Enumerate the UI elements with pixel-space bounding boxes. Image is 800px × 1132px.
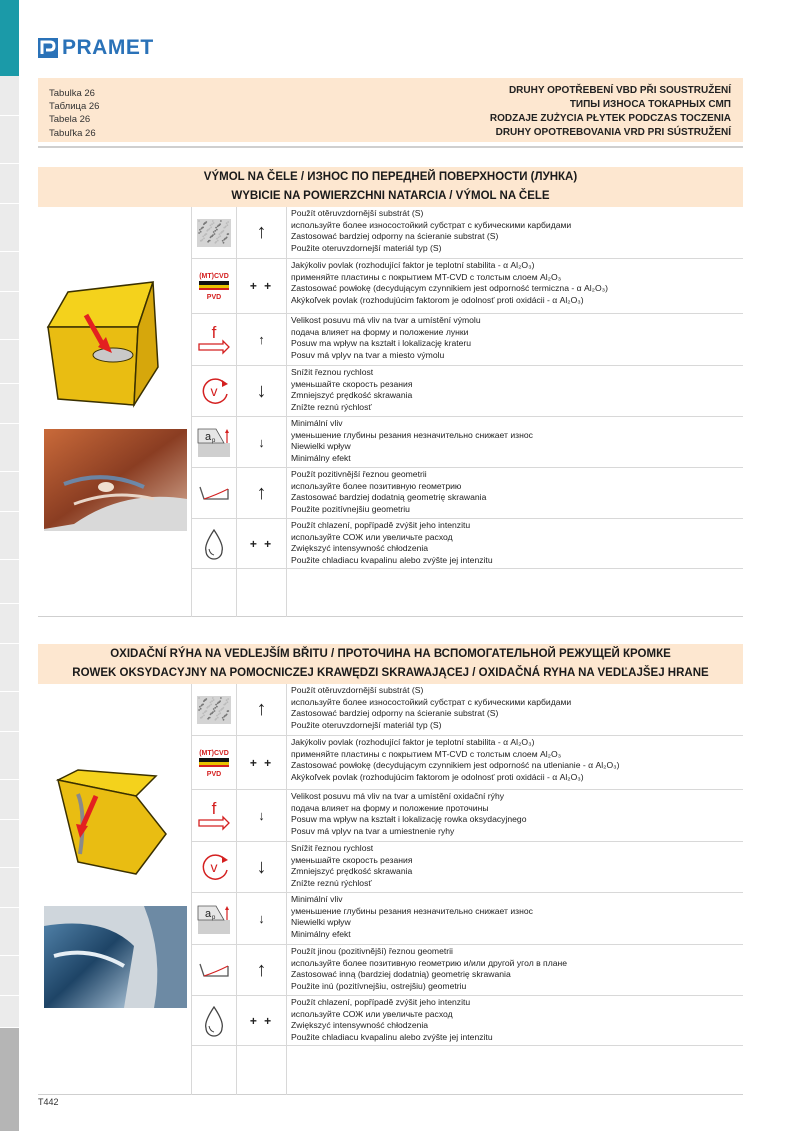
recommendation-line: Snížit řeznou rychlost (291, 367, 374, 377)
recommendation-row (192, 519, 743, 569)
recommendation-row (192, 893, 743, 945)
table-title-ru: ТИПЫ ИЗНОСА ТОКАРНЫХ СМП (569, 99, 731, 110)
recommendation-row (192, 207, 743, 259)
cutting-speed-v-icon (192, 842, 236, 892)
side-tab (0, 644, 19, 692)
recommendation-line: Použít pozitivnější řeznou geometrii (291, 469, 427, 479)
side-tab (0, 560, 19, 604)
recommendation-line: Posuw ma wpływ na kształt i lokalizację rowka oksydacyjnego (291, 814, 527, 824)
svg-text:PVD: PVD (206, 770, 222, 778)
svg-text:p: p (212, 914, 216, 921)
recommendation-text (291, 418, 741, 464)
feed-f-icon (192, 314, 236, 365)
recommendation-row (192, 945, 743, 996)
insert-crater-illustration (38, 207, 191, 422)
recommendation-line: уменьшайте скорость резания (291, 378, 413, 389)
recommendation-line: Použite pozitívnejšiu geometriu (291, 503, 410, 514)
substrate-grain-icon (192, 207, 236, 258)
recommendation-line: Niewielki wpływ (291, 917, 351, 927)
table-label-ru: Таблица 26 (49, 101, 100, 113)
recommendation-line: Použite inú (pozitívnejšiu, ostrejšiu) geometriu (291, 980, 467, 991)
side-tab (0, 604, 19, 644)
side-tab-strip (0, 0, 19, 1132)
table-label-pl: Tabela 26 (49, 114, 91, 126)
section-title-line-1: VÝMOL NA ČELE / ИЗНОС ПО ПЕРЕДНЕЙ ПОВЕРХНОСТИ (ЛУНКА) (203, 171, 578, 183)
recommendation-line: используйте более износостойкий субстрат с кубическими карбидами (291, 219, 572, 230)
recommendation-line: Zmniejszyć prędkość skrawania (291, 866, 413, 876)
table-titles (490, 84, 731, 140)
recommendation-rows (191, 684, 743, 1095)
substrate-grain-icon (192, 684, 236, 735)
trend-symbol: + + (236, 736, 287, 789)
recommendation-text (291, 791, 741, 837)
side-tab (0, 908, 19, 956)
recommendation-line: Zwiększyć intensywność chłodzenia (291, 1020, 429, 1030)
recommendation-line: Minimálny efekt (291, 452, 351, 463)
trend-symbol: ↓ (236, 842, 287, 892)
side-tab (0, 164, 19, 204)
coolant-drop-icon (192, 996, 236, 1045)
recommendation-text (291, 469, 741, 515)
cutting-speed-v-icon (192, 366, 236, 416)
recommendation-line: подача влияет на форму и положение лунки (291, 326, 469, 337)
side-tab (0, 76, 19, 116)
svg-text:a: a (205, 431, 212, 443)
svg-text:(MT)CVD: (MT)CVD (199, 749, 229, 757)
recommendation-line: Zastosować bardziej dodatnią geometrię skrawania (291, 492, 487, 502)
svg-text:a: a (205, 907, 212, 920)
svg-text:f: f (211, 322, 217, 342)
table-number-labels (49, 87, 99, 140)
recommendation-line: Minimální vliv (291, 418, 343, 428)
svg-text:v: v (210, 859, 218, 875)
table-title-cz: DRUHY OPOTŘEBENÍ VBD PŘI SOUSTRUŽENÍ (508, 85, 731, 96)
recommendation-line: Použít chlazení, popřípadě zvýšit jeho intenzitu (291, 520, 471, 530)
side-tab (0, 384, 19, 424)
side-tab (0, 204, 19, 252)
recommendation-line: Zwiększyć intensywność chłodzenia (291, 543, 429, 553)
recommendation-line: Jakýkoliv povlak (rozhodující faktor je teplotní stabilita - α Al₂O₃) (291, 260, 535, 270)
recommendation-line: подача влияет на форму и положение проточины (291, 802, 489, 813)
side-tab (0, 252, 19, 292)
trend-symbol: ↓ (236, 893, 287, 944)
recommendation-line: Použít jinou (pozitivnější) řeznou geometrii (291, 946, 453, 956)
recommendation-line: Zmniejszyć prędkość skrawania (291, 390, 413, 400)
groove-wear-photo (44, 906, 187, 1008)
svg-text:f: f (211, 798, 217, 818)
insert-groove-illustration (38, 684, 191, 899)
positive-geometry-icon (192, 945, 236, 995)
empty-row (192, 569, 743, 617)
empty-row (192, 1046, 743, 1095)
section-body (38, 207, 743, 617)
side-tab (0, 996, 19, 1028)
recommendation-line: Použite chladiacu kvapalinu alebo zvýšte jej intenzitu (291, 554, 493, 565)
trend-symbol: ↑ (236, 314, 287, 365)
recommendation-text (291, 737, 741, 783)
table-label-cz: Tabulka 26 (49, 88, 95, 99)
table-label-sk: Tabuľka 26 (49, 127, 96, 139)
recommendation-row (192, 314, 743, 366)
recommendation-row (192, 684, 743, 736)
recommendation-line: Velikost posuvu má vliv na tvar a umístění výmolu (291, 315, 481, 325)
recommendation-line: Použít otěruvzdornější substrát (S) (291, 685, 424, 695)
recommendation-line: используйте более позитивную геометрию и/или другой угол в плане (291, 957, 568, 968)
header-divider (38, 146, 743, 148)
section-title-line-2: WYBICIE NA POWIERZCHNI NATARCIA / VÝMOL NA ČELE (231, 190, 550, 202)
recommendation-text (291, 367, 741, 413)
recommendation-text (291, 315, 741, 361)
recommendation-line: Posuw ma wpływ na kształt i lokalizację krateru (291, 338, 472, 348)
crater-wear-photo (44, 429, 187, 531)
recommendation-line: Použite chladiacu kvapalinu alebo zvýšte jej intenzitu (291, 1031, 493, 1042)
trend-symbol: ↓ (236, 366, 287, 416)
feed-f-icon (192, 790, 236, 841)
recommendation-line: Použite oteruvzdornejší materiál typ (S) (291, 242, 442, 253)
recommendation-line: Zastosować powłokę (decydującym czynnikiem jest odporność termiczna - α Al₂O₃) (291, 283, 608, 293)
recommendation-line: Minimální vliv (291, 894, 343, 904)
table-title-pl: RODZAJE ZUŻYCIA PŁYTEK PODCZAS TOCZENIA (489, 113, 731, 124)
recommendation-line: используйте более износостойкий субстрат с кубическими карбидами (291, 696, 572, 707)
recommendation-line: Zastosować bardziej odporny na ścieranie substrat (S) (291, 708, 499, 718)
coolant-drop-icon (192, 519, 236, 568)
side-tab (0, 340, 19, 384)
recommendation-row (192, 996, 743, 1046)
trend-symbol: ↓ (236, 417, 287, 467)
recommendation-row (192, 366, 743, 417)
recommendation-text (291, 946, 741, 992)
recommendation-line: Zastosować powłokę (decydującym czynnikiem jest odporność na utlenianie - α Al₂O₃) (291, 760, 620, 770)
side-tab (0, 692, 19, 732)
empty-symbol-cell (236, 569, 287, 617)
trend-symbol: + + (236, 259, 287, 313)
side-tab (0, 292, 19, 340)
trend-symbol: ↑ (236, 468, 287, 518)
pramet-logo-mark-icon (38, 38, 58, 58)
side-tab (0, 732, 19, 780)
recommendation-line: Niewielki wpływ (291, 441, 351, 451)
trend-symbol: ↑ (236, 207, 287, 258)
page-number: T442 (38, 1097, 59, 1107)
empty-symbol-cell (236, 1046, 287, 1095)
recommendation-line: применяйте пластины с покрытием MT-CVD с толстым слоем Al₂O₃ (291, 271, 562, 282)
brand-name: PRAMET (62, 36, 154, 59)
recommendation-line: Minimálny efekt (291, 928, 351, 939)
recommendation-line: используйте более позитивную геометрию (291, 480, 462, 491)
recommendation-line: Použite oteruvzdornejší materiál typ (S) (291, 719, 442, 730)
positive-geometry-icon (192, 468, 236, 518)
side-tab (0, 868, 19, 908)
trend-symbol: + + (236, 519, 287, 568)
side-tab (0, 512, 19, 560)
recommendation-line: Velikost posuvu má vliv na tvar a umístění oxidační rýhy (291, 791, 505, 801)
svg-text:p: p (212, 438, 216, 444)
side-tab (0, 424, 19, 472)
recommendation-row (192, 259, 743, 314)
pramet-logo (38, 36, 154, 60)
recommendation-row (192, 790, 743, 842)
recommendation-line: Posuv má vplyv na tvar a miesto výmolu (291, 349, 445, 360)
trend-symbol: ↓ (236, 790, 287, 841)
recommendation-row (192, 736, 743, 790)
recommendation-line: Zastosować bardziej odporny na ścieranie substrat (S) (291, 231, 499, 241)
recommendation-line: Akýkoľvek povlak (rozhodujúcim faktorom je odolnosť proti oxidácii - α Al₂O₃) (291, 294, 584, 305)
recommendation-line: применяйте пластины с покрытием MT-CVD с толстым слоем Al₂O₃ (291, 748, 562, 759)
side-tab (0, 1028, 19, 1132)
table-header (38, 78, 743, 142)
table-title-sk: DRUHY OPOTREBOVANIA VRD PRI SÚSTRUŽENÍ (495, 127, 731, 138)
section-title (38, 167, 743, 207)
trend-symbol: + + (236, 996, 287, 1045)
side-tab (0, 780, 19, 820)
recommendation-text (291, 843, 741, 889)
recommendation-text (291, 997, 741, 1043)
recommendation-line: Zastosować inną (bardziej dodatnią) geometrię skrawania (291, 969, 511, 979)
recommendation-line: используйте СОЖ или увеличьте расход (291, 531, 453, 542)
recommendation-text (291, 894, 741, 940)
recommendation-row (192, 417, 743, 468)
recommendation-text (291, 260, 741, 306)
recommendation-line: Akýkoľvek povlak (rozhodujúcim faktorom je odolnosť proti oxidácii - α Al₂O₃) (291, 771, 584, 782)
recommendation-line: Posuv má vplyv na tvar a umiestnenie ryhy (291, 825, 455, 836)
recommendation-line: Použít otěruvzdornější substrát (S) (291, 208, 424, 218)
coating-mtcvd-pvd-icon (192, 736, 236, 789)
recommendation-row (192, 468, 743, 519)
recommendation-line: Snížit řeznou rychlost (291, 843, 374, 853)
side-tab (0, 820, 19, 868)
recommendation-rows (191, 207, 743, 617)
side-tab (0, 956, 19, 996)
recommendation-line: уменьшение глубины резания незначительно снижает износ (291, 429, 533, 440)
recommendation-line: используйте СОЖ или увеличьте расход (291, 1008, 453, 1019)
svg-text:v: v (210, 383, 218, 399)
section-title-line-1: OXIDAČNÍ RÝHA NA VEDLEJŠÍM BŘITU / ПРОТОЧИНА НА ВСПОМОГАТЕЛЬНОЙ РЕЖУЩЕЙ КРОМКЕ (110, 648, 671, 660)
recommendation-line: уменьшайте скорость резания (291, 854, 413, 865)
section-title (38, 644, 743, 684)
section-title-line-2: ROWEK OKSYDACYJNY NA POMOCNICZEJ KRAWĘDZI SKRAWAJĄCEJ / OXIDAČNÁ RYHA NA VEDĽAJŠEJ HRANE (72, 667, 709, 679)
svg-text:(MT)CVD: (MT)CVD (199, 273, 229, 280)
recommendation-text (291, 520, 741, 566)
depth-of-cut-ap-icon (192, 893, 236, 944)
recommendation-line: Použít chlazení, popřípadě zvýšit jeho intenzitu (291, 997, 471, 1007)
recommendation-text (291, 685, 741, 731)
svg-text:PVD: PVD (206, 294, 222, 301)
recommendation-line: уменьшение глубины резания незначительно снижает износ (291, 905, 533, 916)
recommendation-row (192, 842, 743, 893)
trend-symbol: ↑ (236, 684, 287, 735)
side-accent-bar (0, 0, 19, 76)
side-tab (0, 116, 19, 164)
coating-mtcvd-pvd-icon (192, 259, 236, 313)
recommendation-text (291, 208, 741, 254)
section-oxidation-groove (38, 644, 743, 1095)
recommendation-line: Jakýkoliv povlak (rozhodující faktor je teplotní stabilita - α Al₂O₃) (291, 737, 535, 747)
section-body (38, 684, 743, 1095)
trend-symbol: ↑ (236, 945, 287, 995)
depth-of-cut-ap-icon (192, 417, 236, 467)
recommendation-line: Znížte reznú rýchlosť (291, 401, 372, 412)
side-tab (0, 472, 19, 512)
section-crater-wear (38, 167, 743, 617)
recommendation-line: Znížte reznú rýchlosť (291, 877, 372, 888)
